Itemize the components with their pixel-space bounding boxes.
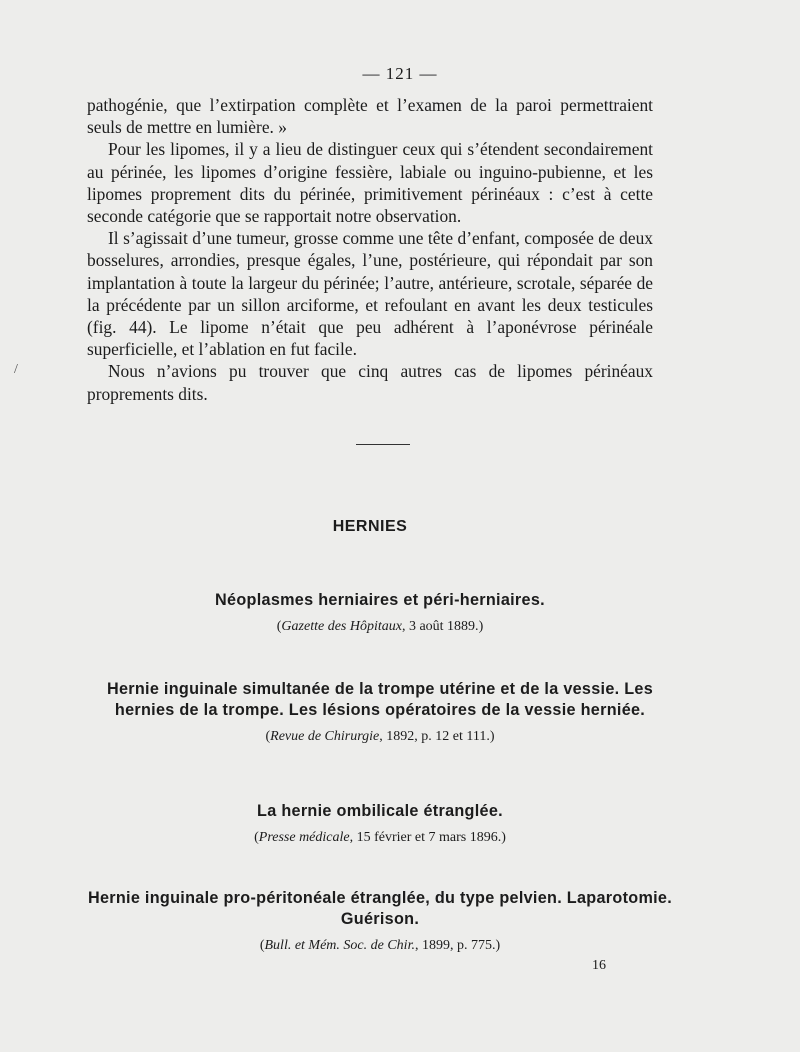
entry-details: , 1899, p. 775. <box>414 938 496 953</box>
section-title: HERNIES <box>332 518 408 535</box>
page-number: — 121 — <box>362 64 438 83</box>
entry-journal: Gazette des Hôpitaux <box>281 619 402 634</box>
body-text <box>87 94 653 405</box>
entry-journal: Revue de Chirurgie <box>270 729 380 744</box>
entry-details: , 15 février et 7 mars 1896. <box>349 830 502 845</box>
entry-reference: (Presse médicale, 15 février et 7 mars 1896.) <box>254 830 506 845</box>
bibliography-entry <box>80 888 680 954</box>
separator-rule <box>356 444 410 445</box>
entry-reference: (Bull. et Mém. Soc. de Chir., 1899, p. 775.) <box>259 938 501 953</box>
bibliography-entry <box>80 590 680 635</box>
signature-mark: 16 <box>592 958 606 973</box>
entry-title: La hernie ombilicale étranglée. <box>257 802 503 820</box>
entry-details: , 3 août 1889. <box>401 619 479 634</box>
paragraph: pathogénie, que l’extirpation complète et l’examen de la paroi permettraient seuls de mettre en lumière. » <box>87 95 653 138</box>
bibliography-entry <box>80 679 680 745</box>
paragraph: Pour les lipomes, il y a lieu de distinguer ceux qui s’étendent secondairement au périnée, les lipomes d’origine fessière, labiale ou inguino-pubienne, et les lipomes proprement dits du périnée, primitivement périnéaux : c’est à cette seconde catégorie que se rapportait notre observation. <box>87 139 653 227</box>
entry-title: Hernie inguinale simultanée de la trompe utérine et de la vessie. Les hernies de la trompe. Les lésions opératoires de la vessie herniée. <box>106 680 654 719</box>
entry-reference: (Revue de Chirurgie, 1892, p. 12 et 111.) <box>265 729 495 744</box>
entry-journal: Presse médicale <box>258 830 350 845</box>
paragraph: Nous n’avions pu trouver que cinq autres cas de lipomes périnéaux proprements dits. <box>87 361 653 404</box>
entry-title: Néoplasmes herniaires et péri-herniaires. <box>215 591 545 609</box>
entry-reference: (Gazette des Hôpitaux, 3 août 1889.) <box>276 619 484 634</box>
margin-mark: / <box>14 362 18 377</box>
entry-title: Hernie inguinale pro-péritonéale étranglée, du type pelvien. Laparotomie. Guérison. <box>87 889 673 928</box>
paragraph: Il s’agissait d’une tumeur, grosse comme une tête d’enfant, composée de deux bosselures, arrondies, presque égales, l’une, postérieure, qui répondait par son implantation à toute la largeur du périnée; l’autre, antérieure, scrotale, séparée de la précédente par un sillon arciforme, et refoulant en avant les deux testicules (fig. 44). Le lipome n’était que peu adhérent à l’aponévrose périnéale superficielle, et l’ablation en fut facile. <box>87 228 653 360</box>
bibliography-entry <box>80 801 680 846</box>
entry-details: , 1892, p. 12 et 111. <box>379 729 490 744</box>
entry-journal: Bull. et Mém. Soc. de Chir. <box>264 938 415 953</box>
